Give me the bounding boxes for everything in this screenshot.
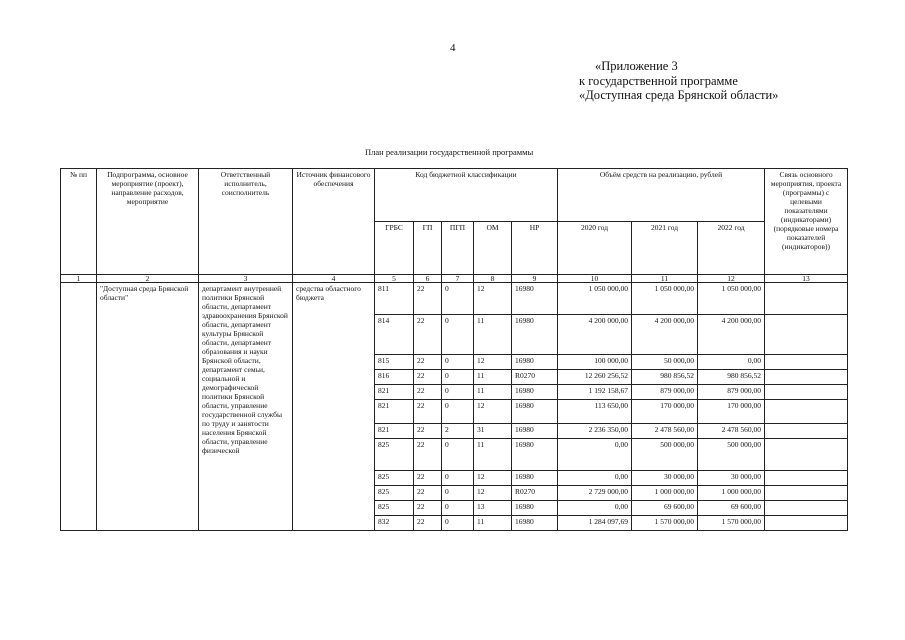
cell-om: 12	[474, 471, 512, 486]
cell-pgp: 0	[442, 370, 474, 385]
cell-y2020: 1 050 000,00	[558, 283, 632, 315]
cell-gp: 22	[414, 355, 442, 370]
cell-grbs: 814	[375, 315, 414, 355]
cell-gp: 22	[414, 400, 442, 424]
cell-link	[765, 370, 848, 385]
cell-pgp: 0	[442, 355, 474, 370]
column-number: 4	[293, 275, 375, 283]
cell-grbs: 821	[375, 400, 414, 424]
cell-y2022: 69 600,00	[698, 501, 765, 516]
cell-y2020: 4 200 000,00	[558, 315, 632, 355]
cell-grbs: 825	[375, 471, 414, 486]
plan-title: План реализации государственной программы	[365, 147, 534, 157]
cell-link	[765, 471, 848, 486]
cell-grbs: 832	[375, 516, 414, 531]
cell-om: 11	[474, 315, 512, 355]
cell-y2022: 1 570 000,00	[698, 516, 765, 531]
cell-np: 16980	[512, 439, 558, 471]
cell-y2022: 500 000,00	[698, 439, 765, 471]
cell-grbs: 825	[375, 486, 414, 501]
cell-y2020: 113 650,00	[558, 400, 632, 424]
cell-np: 16980	[512, 283, 558, 315]
cell-om: 11	[474, 439, 512, 471]
column-number: 8	[474, 275, 512, 283]
cell-pgp: 0	[442, 439, 474, 471]
header-responsible: Ответственный исполнитель, соисполнитель	[199, 169, 293, 275]
cell-gp: 22	[414, 439, 442, 471]
cell-y2021: 1 570 000,00	[632, 516, 698, 531]
cell-np: 16980	[512, 424, 558, 439]
column-number: 13	[765, 275, 848, 283]
cell-gp: 22	[414, 424, 442, 439]
column-number: 2	[97, 275, 199, 283]
cell-y2020: 0,00	[558, 501, 632, 516]
column-number: 12	[698, 275, 765, 283]
cell-np: R0270	[512, 486, 558, 501]
cell-y2020: 0,00	[558, 471, 632, 486]
cell-y2022: 980 856,52	[698, 370, 765, 385]
cell-y2020: 2 236 350,00	[558, 424, 632, 439]
responsible-executors: департамент внутренней политики Брянской области, департамент здравоохранения Брянской области, департамент культуры Брянской области, департамент образования и науки Брянской области, департамент семьи, социальной и демографической политики Брянской области, управление государственной службы по труду и занятости населения Брянской области, управление физической	[199, 283, 293, 531]
cell-np: R0270	[512, 370, 558, 385]
cell-y2022: 1 050 000,00	[698, 283, 765, 315]
header-om: ОМ	[474, 222, 512, 275]
cell-y2021: 980 856,52	[632, 370, 698, 385]
cell-grbs: 811	[375, 283, 414, 315]
row-num-cell	[61, 283, 97, 531]
cell-link	[765, 315, 848, 355]
cell-link	[765, 400, 848, 424]
header-num: № пп	[61, 169, 97, 275]
cell-y2022: 170 000,00	[698, 400, 765, 424]
cell-np: 16980	[512, 315, 558, 355]
cell-np: 16980	[512, 471, 558, 486]
column-number: 10	[558, 275, 632, 283]
header-2021: 2021 год	[632, 222, 698, 275]
header-subprogram: Подпрограмма, основное мероприятие (проект), направление расходов, мероприятие	[97, 169, 199, 275]
appendix-line-1: «Приложение 3	[595, 59, 678, 73]
cell-y2021: 30 000,00	[632, 471, 698, 486]
cell-pgp: 0	[442, 283, 474, 315]
cell-om: 12	[474, 283, 512, 315]
cell-gp: 22	[414, 501, 442, 516]
cell-y2020: 12 260 256,52	[558, 370, 632, 385]
column-number: 3	[199, 275, 293, 283]
column-number: 7	[442, 275, 474, 283]
header-pgp: ПГП	[442, 222, 474, 275]
cell-gp: 22	[414, 516, 442, 531]
cell-y2021: 50 000,00	[632, 355, 698, 370]
cell-y2021: 69 600,00	[632, 501, 698, 516]
header-source: Источник финансового обеспечения	[293, 169, 375, 275]
cell-pgp: 0	[442, 516, 474, 531]
cell-pgp: 0	[442, 385, 474, 400]
cell-np: 16980	[512, 501, 558, 516]
cell-y2021: 1 050 000,00	[632, 283, 698, 315]
column-number: 11	[632, 275, 698, 283]
cell-om: 12	[474, 486, 512, 501]
column-number: 5	[375, 275, 414, 283]
cell-grbs: 825	[375, 501, 414, 516]
cell-pgp: 2	[442, 424, 474, 439]
cell-np: 16980	[512, 400, 558, 424]
cell-link	[765, 424, 848, 439]
cell-y2021: 170 000,00	[632, 400, 698, 424]
cell-om: 11	[474, 385, 512, 400]
appendix-line-2: к государственной программе	[579, 73, 738, 88]
cell-gp: 22	[414, 370, 442, 385]
header-2022: 2022 год	[698, 222, 765, 275]
cell-om: 11	[474, 516, 512, 531]
cell-gp: 22	[414, 283, 442, 315]
cell-y2022: 30 000,00	[698, 471, 765, 486]
header-volume: Объём средств на реализацию, рублей	[558, 169, 765, 222]
cell-np: 16980	[512, 355, 558, 370]
cell-om: 12	[474, 355, 512, 370]
cell-om: 11	[474, 370, 512, 385]
cell-y2020: 1 192 158,67	[558, 385, 632, 400]
cell-y2020: 0,00	[558, 439, 632, 471]
cell-link	[765, 486, 848, 501]
cell-y2021: 1 000 000,00	[632, 486, 698, 501]
cell-y2021: 500 000,00	[632, 439, 698, 471]
cell-np: 16980	[512, 385, 558, 400]
cell-grbs: 815	[375, 355, 414, 370]
header-gp: ГП	[414, 222, 442, 275]
cell-link	[765, 516, 848, 531]
cell-y2020: 100 000,00	[558, 355, 632, 370]
cell-grbs: 821	[375, 424, 414, 439]
cell-grbs: 825	[375, 439, 414, 471]
cell-y2020: 2 729 000,00	[558, 486, 632, 501]
cell-y2022: 879 000,00	[698, 385, 765, 400]
header-link: Связь основного мероприятия, проекта (программы) с целевыми показателями (индикаторами) (порядковые номера показателей (индикаторов))	[765, 169, 848, 275]
cell-link	[765, 439, 848, 471]
cell-y2021: 2 478 560,00	[632, 424, 698, 439]
header-np: НР	[512, 222, 558, 275]
funding-source: средства областного бюджета	[293, 283, 375, 531]
header-budget-code: Код бюджетной классификации	[375, 169, 558, 222]
appendix-line-3: «Доступная среда Брянской области»	[579, 88, 779, 102]
cell-y2022: 1 000 000,00	[698, 486, 765, 501]
cell-grbs: 821	[375, 385, 414, 400]
column-number: 1	[61, 275, 97, 283]
cell-link	[765, 283, 848, 315]
header-2020: 2020 год	[558, 222, 632, 275]
column-number: 6	[414, 275, 442, 283]
appendix-heading	[579, 59, 778, 103]
cell-pgp: 0	[442, 471, 474, 486]
column-number: 9	[512, 275, 558, 283]
cell-y2022: 4 200 000,00	[698, 315, 765, 355]
subprogram-name: "Доступная среда Брянской области"	[97, 283, 199, 531]
cell-link	[765, 355, 848, 370]
plan-table	[60, 168, 848, 531]
cell-y2021: 879 000,00	[632, 385, 698, 400]
cell-gp: 22	[414, 315, 442, 355]
cell-y2022: 0,00	[698, 355, 765, 370]
cell-link	[765, 501, 848, 516]
cell-pgp: 0	[442, 486, 474, 501]
page-number: 4	[450, 42, 456, 54]
cell-y2022: 2 478 560,00	[698, 424, 765, 439]
cell-gp: 22	[414, 385, 442, 400]
cell-pgp: 0	[442, 315, 474, 355]
column-numbers-row	[61, 275, 848, 283]
cell-pgp: 0	[442, 501, 474, 516]
cell-om: 31	[474, 424, 512, 439]
cell-np: 16980	[512, 516, 558, 531]
cell-y2021: 4 200 000,00	[632, 315, 698, 355]
cell-om: 13	[474, 501, 512, 516]
cell-y2020: 1 284 097,69	[558, 516, 632, 531]
table-row	[61, 283, 848, 315]
cell-om: 12	[474, 400, 512, 424]
cell-pgp: 0	[442, 400, 474, 424]
cell-link	[765, 385, 848, 400]
header-grbs: ГРБС	[375, 222, 414, 275]
cell-grbs: 816	[375, 370, 414, 385]
cell-gp: 22	[414, 471, 442, 486]
cell-gp: 22	[414, 486, 442, 501]
